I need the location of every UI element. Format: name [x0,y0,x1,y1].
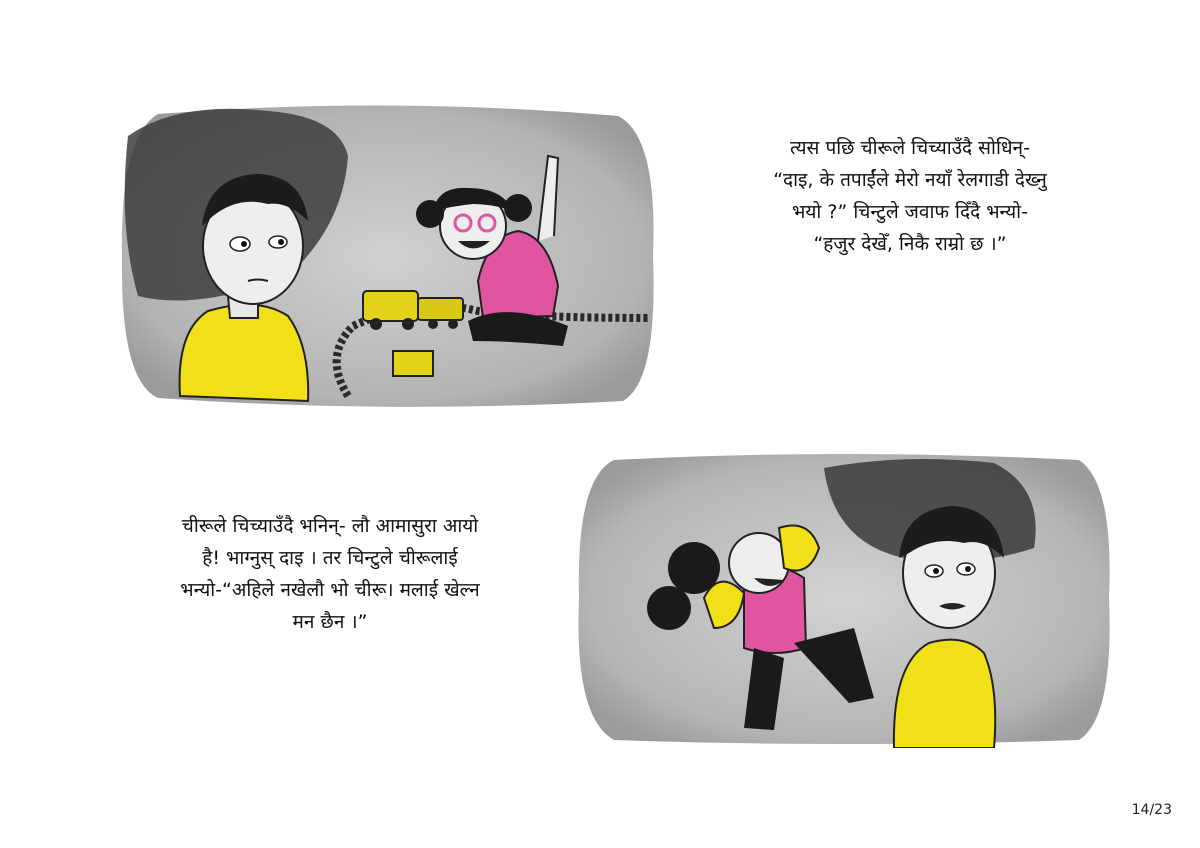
bottom-illustration [574,448,1114,748]
text-line: मन छैन ।” [292,611,368,633]
text-line: “दाइ, के तपाईंले मेरो नयाँ रेलगाडी देख्नु [773,169,1047,191]
boy-and-girl-with-toy-train-illustration [118,96,658,414]
text-line: “हजुर देखेँ, निकै राम्रो छ ।” [813,233,1007,255]
text-line: भयो ?” चिन्टुले जवाफ दिँदै भन्यो- [792,201,1028,223]
text-line: त्यस पछि चीरूले चिच्याउँदै सोधिन्- [790,137,1030,159]
page-number: 14/23 [1131,802,1172,818]
text-line: भन्यो-“अहिले नखेलौ भो चीरू। मलाई खेल्न [180,579,480,601]
girl-with-lemon-mask-and-boy-illustration [574,448,1114,748]
top-illustration [118,96,658,414]
text-line: है! भाग्नुस् दाइ । तर चिन्टुले चीरूलाई [202,547,458,569]
top-panel-text [700,132,1120,260]
text-line: चीरूले चिच्याउँदै भनिन्- लौ आमासुरा आयो [181,515,479,537]
bottom-panel-text [120,510,540,638]
